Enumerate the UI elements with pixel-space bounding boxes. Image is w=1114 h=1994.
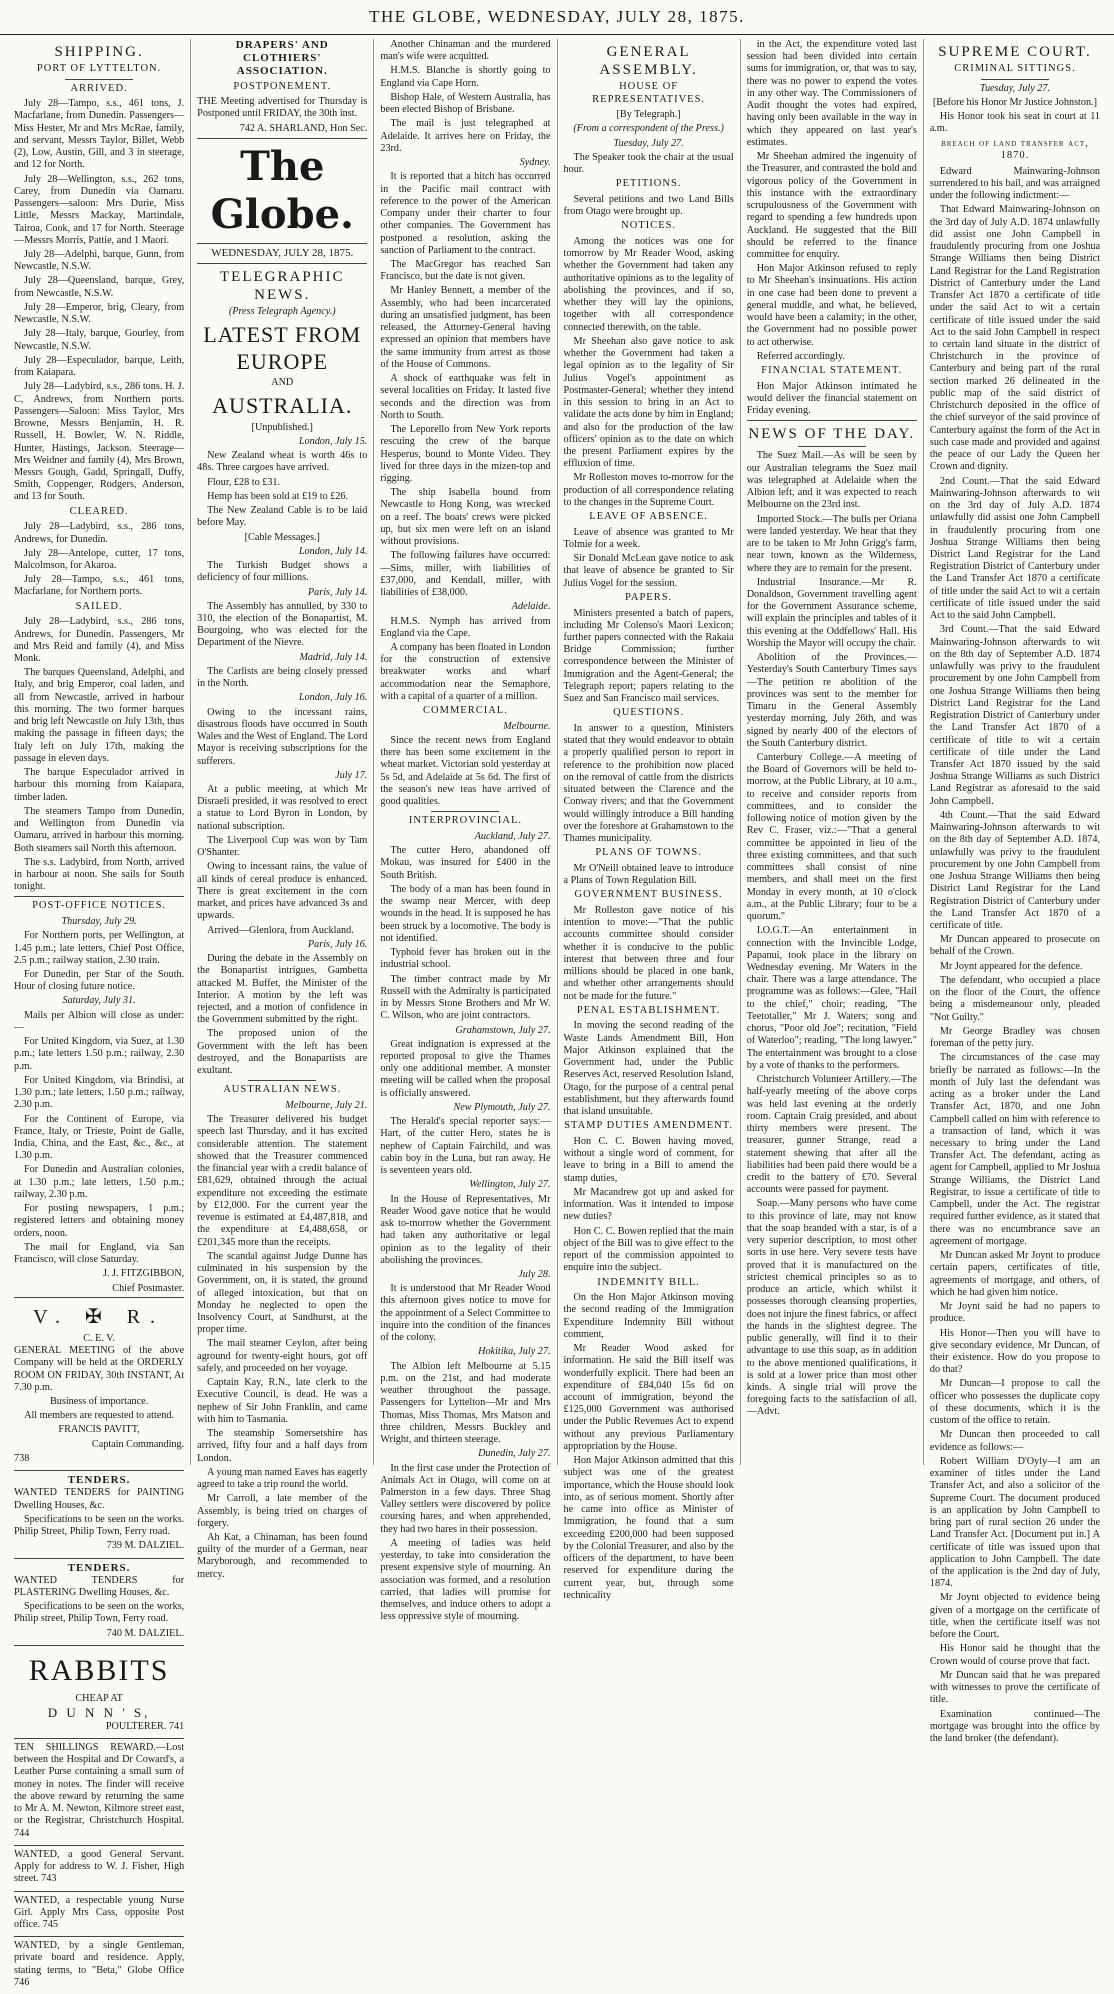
- court-date: Tuesday, July 27.: [979, 82, 1051, 94]
- court-para: Mr George Bradley was chosen foreman of the petty jury.: [929, 1025, 1101, 1050]
- news-para: The following failures have occurred:—Sims, miller, with liabilities of £37,000, and Kendall, miller, with liabilities of £38,000.: [380, 550, 551, 599]
- news-item: I.O.G.T.—An entertainment in connection with the Invincible Lodge, Papanui, took place in the library on Wednesday evening. Mr Waters in the chair. There was a large attendance. The programme was as follows:—Glee, "Hail to the chief," choir; reading, "The Teetotaller," Mr J. Waters; song and chorus, "Poor old Joe"; recitation, "Field of Waterloo"; reading, "The long lawyer." The entertainment was brought to a close by a vote of thanks to the performers.: [746, 925, 917, 1071]
- cleared-item: July 28—Antelope, cutter, 17 tons, Malcolmson, for Akaroa.: [14, 547, 185, 571]
- news-para: Hon Major Atkinson intimated he would deliver the financial statement on Friday evening.: [746, 380, 917, 417]
- indemnity-heading: INDEMNITY BILL.: [597, 1276, 700, 1288]
- news-para: Arrived—Glenlora, from Auckland.: [207, 924, 354, 936]
- australia-title: AUSTRALIA.: [212, 393, 353, 419]
- ad-number: 738: [14, 1452, 30, 1464]
- rabbits-ad: [14, 1645, 184, 1738]
- news-para: The ship Isabella bound from Newcastle to Hong Kong, was wrecked on a reef. The boats' crews were picked up, but six men were left on an island without provisions.: [380, 487, 551, 548]
- court-para: The defendant, who occupied a place on the floor of the Court, the offence being a misdemeanour only, pleaded "Not Guilty.": [929, 974, 1101, 1023]
- news-para: Bishop Hale, of Western Australia, has been elected Bishop of Brisbane.: [380, 91, 551, 116]
- news-item: Canterbury College.—A meeting of the Board of Governors will be held to-morrow, at the Public Library, at 10 a.m., to receive and consider reports from committees, and to consider the following notice of motion given by the Rev C. Fraser, viz.:—"That a general committee be appointed in lieu of the three existing committees, and that such committees shall consist of nine members, and shall meet on the first Monday in every month, at 10 o'clock a.m., at the Public Library; four to be a quorum.": [746, 752, 917, 923]
- cleared-item: July 28—Tampo, s.s., 461 tons, Macfarlane, for Northern ports.: [14, 574, 185, 598]
- wanted-text: WANTED, a good General Servant. Apply for address to W. J. Fisher, High street. 743: [14, 1848, 185, 1885]
- interprovincial-title: INTERPROVINCIAL.: [408, 815, 522, 827]
- post-notice: For Dunedin, per Star of the South. Hour of closing future notice.: [14, 968, 185, 993]
- meeting-signature-title: Captain Commanding.: [91, 1438, 185, 1450]
- divider: [197, 263, 367, 264]
- dateline: Wellington, July 27.: [469, 1179, 551, 1191]
- column-5: [741, 39, 924, 1465]
- court-para: The circumstances of the case may briefly be narrated as follows:—In the month of July last the defendant was acting as a broker under the Land Transfer Act, 1870, and one John Campbell called on him with reference to a transaction of land, which it was necessary to bring under the Land Transfer Act. The defendant, acting as agent for Campbell, applied to Mr Joshua Strange Williams, the District Land Registrar, to issue a certificate of title to Campbell, under the Act. The registrar required further evidence, as it stated that there was no encumbrance save an agreement of mortgage.: [929, 1052, 1101, 1247]
- news-para: Hon C. C. Bowen replied that the main object of the Bill was to give effect to the report of the commission appointed to enquire into the subject.: [563, 1225, 734, 1274]
- court-para: Mr Duncan asked Mr Joynt to produce certain papers, certificates of title, agreements of mortgage, and others, of which he had given him notice.: [929, 1250, 1101, 1298]
- stamp-heading: STAMP DUTIES AMENDMENT.: [564, 1120, 734, 1132]
- news-para: The body of a man has been found in the swamp near Mercer, with deep wounds in the head. It is supposed he has been struck by a locomotive. The body is not identified.: [380, 883, 551, 944]
- news-para: A company has been floated in London for the construction of extensive breakwater works and wharf accommodation near the Semaphore, with a capital of a quarter of a million.: [380, 642, 551, 702]
- news-para: in the Act, the expenditure voted last session had been divided into certain sums for immigration, or, that was to say, there was no power to expend the votes in any other way. The Commissioners of Audit thought the votes had expired, having only been available in the way in which they appeared on last year's estimates.: [746, 39, 917, 148]
- news-para: The Speaker took the chair at the usual hour.: [563, 151, 734, 176]
- meeting-text: GENERAL MEETING of the above Company will be held at the ORDERLY ROOM ON FRIDAY, 30th INSTANT, At 7.30 p.m.: [14, 1345, 185, 1393]
- reward-ad: [14, 1738, 184, 1845]
- dateline: Madrid, July 14.: [299, 651, 368, 663]
- press-agency: (Press Telegraph Agency.): [228, 306, 336, 318]
- news-para: The timber contract made by Mr Russell with the Admiralty is participated in by Messrs Stone Brothers and Mr W. C. Wilson, who are joint contractors.: [380, 973, 551, 1022]
- news-para: It is understood that Mr Reader Wood this afternoon gives notice to move for the appointment of a Select Committee to inquire into the condition of the finances of the colony.: [380, 1283, 551, 1344]
- divider: [14, 896, 184, 897]
- news-para: A meeting of ladies was held yesterday, to take into consideration the present expensive style of mourning. An association was formed, and a resolution carried, that ladies will promise for themselves, and induce others to adopt a less oppressive style of mourning.: [380, 1537, 551, 1623]
- column-4: [558, 39, 741, 1601]
- sailed-heading: SAILED.: [75, 600, 123, 612]
- dateline: July 17.: [335, 769, 368, 781]
- divider: [65, 79, 133, 80]
- divider: [431, 811, 499, 812]
- news-item: Soap.—Many persons who have come to this province of late, may not know that the soap branded with a star, is of a very superior description, to most other sorts in use here. Very severe tests have proved that it is manufactured on the strictest chemical principles so as to produce an article, which whilst it possesses thorough cleansing properties, does not injure the finest fabrics, or affect the hands in the slightest degree. The public generally, will find it to their advantage to use this soap, as in addition to the above mentioned qualifications, it is sold at a lower price than most other kinds. A single trial will prove the foregoing facts to the satisfaction of all.—Advt.: [746, 1198, 917, 1418]
- dateline: Melbourne, July 21.: [285, 1100, 368, 1111]
- post-date: Saturday, July 31.: [62, 995, 136, 1007]
- plans-heading: PLANS OF TOWNS.: [595, 847, 702, 859]
- court-para: That Edward Mainwaring-Johnson on the 3rd day of July A.D. 1874 unlawfully did assist one John Campbell in fraudulently procuring from one Joshua Strange Williams then being District Land Registrar for the Land Registration District of Canterbury under the Land Transfer Act 1870 a certificate of title under the said Act to wit a certain certificate of title issued under the said Act to the said John Campbell in respect to certain land situate in the district of Christchurch in the province of Canterbury and being part of the rural section marked 26 delineated in the public map of the said district of Christchurch deposited in the office of the chief surveyor of the said province of Canterbury against the form of the Act in such case made and provided and against the peace of our Lady the Queen her Crown and dignity.: [929, 204, 1101, 473]
- post-date: Thursday, July 29.: [61, 916, 137, 928]
- drapers-heading: DRAPERS' AND CLOTHIERS' ASSOCIATION.: [235, 39, 329, 78]
- news-para: Hon Major Atkinson admitted that this subject was one of the greatest importance, which the House should look into, as of serious moment. Shortly after he came into office as Minister of Immigration, he found that a sum exceeding £200,000 had been supposed by the Colonial Treasurer, and also by the officers of the department, to have been reserved for expenditure during the current year, but, through some technicality: [563, 1455, 734, 1601]
- news-para: In answer to a question, Ministers stated that they would endeavor to obtain a properly qualified person to report in reference to the prohibition now placed on the removal of cattle from the districts situated between the Clarence and the Conway rivers; and that the Government would willingly introduce a Bill handing over the foreshore at Grahamstown to the Thames municipality.: [563, 723, 734, 845]
- and-word: AND: [271, 377, 294, 389]
- column-6: [924, 39, 1106, 1745]
- news-para: H.M.S. Nymph has arrived from England via the Cape.: [380, 615, 551, 639]
- govt-business-heading: GOVERNMENT BUSINESS.: [574, 889, 723, 901]
- post-notice: Mails per Albion will close as under:—: [14, 1009, 185, 1033]
- rabbits-sub: CHEAP AT: [75, 1692, 123, 1704]
- post-notice: For United Kingdom, via Suez, at 1.30 p.m.; late letters 1.50 p.m.; railway, 2.30 p.m.: [14, 1036, 185, 1072]
- news-para: The MacGregor has reached San Francisco, but the date is not given.: [380, 258, 551, 283]
- arrival-item: July 28—Italy, barque, Gourley, from Newcastle, N.S.W.: [14, 328, 185, 352]
- news-para: The Carlists are being closely pressed in the North.: [197, 665, 368, 690]
- dateline: Paris, July 16.: [307, 938, 368, 950]
- news-of-the-day-title: NEWS OF THE DAY.: [748, 426, 916, 443]
- news-para: The Turkish Budget shows a deficiency of four millions.: [197, 560, 368, 584]
- postponement-heading: POSTPONEMENT.: [233, 80, 332, 92]
- news-para: Captain Kay, R.N., late clerk to the Executive Council, is dead. He was a nephew of Sir John Franklin, and came with him to Tasmania.: [197, 1377, 368, 1425]
- news-para: Mr Rolleston gave notice of his intention to move:—"That the public accounts committee should consider whether it is conducive to the public interest that between three and four millions should be placed in one bank, and whether other arrangements should not be made for the future.": [563, 905, 734, 1002]
- news-para: In the House of Representatives, Mr Reader Wood gave notice that he would ask to-morrow whether the Government had taken any authoritative or legal opinion as to the legality of their abolishing the provinces.: [380, 1193, 551, 1266]
- wanted-ad: [14, 1936, 184, 1994]
- shipping-note: The s.s. Ladybird, from North, arrived in harbour at noon. She sails for South tonight.: [14, 856, 185, 893]
- news-para: Several petitions and two Land Bills from Otago were brought up.: [563, 193, 734, 218]
- news-para: The mail is just telegraphed at Adelaide. It arrives here on Friday, the 23rd.: [380, 118, 551, 154]
- cleared-heading: CLEARED.: [69, 505, 129, 517]
- news-para: The steamship Somersetshire has arrived, fifty four and a half days from London.: [197, 1428, 368, 1464]
- financial-heading: FINANCIAL STATEMENT.: [761, 365, 903, 377]
- court-para: Mr Duncan appeared to prosecute on behalf of the Crown.: [929, 934, 1101, 958]
- tenders-ad: [14, 1470, 184, 1557]
- news-para: Hemp has been sold at £19 to £26.: [207, 490, 349, 502]
- news-para: On the Hon Major Atkinson moving the second reading of the Immigration Expenditure Indemnity Bill without comment,: [563, 1292, 734, 1340]
- court-para: Examination continued—The mortgage was brought into the office by the land broker (the defendant).: [929, 1708, 1101, 1745]
- news-para: The Treasurer delivered his budget speech last Thursday, and it has excited considerable attention. The statement showed that the Treasurer commenced the financial year with a credit balance of £81,629, obtained through the actual expenditure not exceeding the estimate by £12,000. For the current year the revenue is estimated at £4,487,818, and the expenditure at £4,488,658, or £201,345 more than the receipts.: [197, 1114, 368, 1248]
- court-para: His Honor took his seat in court at 11 a.m.: [929, 111, 1101, 135]
- tenders-signature: 740 M. DALZIEL.: [106, 1627, 185, 1639]
- petitions-heading: PETITIONS.: [615, 178, 682, 190]
- wanted-text: WANTED, a respectable young Nurse Girl. Apply Mrs Cass, opposite Post office. 745: [14, 1894, 185, 1930]
- tenders-spec: Specifications to be seen on the works. Philip Street, Philip Town, Ferry road.: [14, 1513, 185, 1538]
- sailed-item: July 28—Ladybird, s.s., 286 tons, Andrews, for Dunedin. Passengers, Mr and Mrs Reid and family (4), and Miss Monk.: [14, 616, 185, 664]
- volunteer-notice: [14, 1297, 184, 1470]
- divider: [798, 446, 866, 447]
- breach-heading: breach of land transfer act, 1870.: [941, 137, 1089, 162]
- dateline: Adelaide.: [511, 601, 551, 613]
- dunns-name: D U N N ' S,: [47, 1705, 151, 1721]
- news-para: H.M.S. Blanche is shortly going to England via Cape Horn.: [380, 65, 551, 89]
- shipping-note: The barque Especulador arrived in harbour this morning from Kaiapara, timber laden.: [14, 767, 185, 803]
- news-item: The Suez Mail.—As will be seen by our Australian telegrams the Suez mail was telegraphed at Adelaide when the Albion left, and it was expected to reach Melbourne on the 23rd inst.: [746, 450, 917, 511]
- court-para: 3rd Count.—That the said Edward Mainwaring-Johnson afterwards to wit on the 8th day of September A.D. 1874 unlawfully was privy to the fraudulent procurement by one John Campbell from one Joshua Strange Williams then being District Land Registrar for the Land Registration District of Canterbury under the Land Transfer Act 1870 of a certificate of title to wit a certain certificate of title under the Land Transfer Act 1870 issued by the said Joshua Strange Williams as such District Land Registrar as aforesaid to the said John Campbell.: [929, 624, 1101, 807]
- dateline: London, July 15.: [298, 435, 368, 447]
- dateline: Auckland, July 27.: [474, 831, 551, 843]
- reward-text: TEN SHILLINGS REWARD.—Lost between the Hospital and Dr Coward's, a Leather Purse containing a small sum of money in notes. The finder will receive the above reward by returning the same to Mr A. M. Newton, Kilmore street east, or the Registrar, Christchurch Hospital. 744: [14, 1741, 185, 1839]
- tenders-signature: 739 M. DALZIEL.: [106, 1540, 185, 1552]
- arrival-item: July 28—Tampo, s.s., 461 tons, J. Macfarlane, from Dunedin. Passengers—Miss Hester, Mr and Mrs McRae, family, and servant, Messrs Taylor, Billet, Webb (2), Low, Austin, Gill, and 3 in steerage, and 12 for North.: [14, 98, 185, 171]
- arrival-item: July 28—Ladybird, s.s., 286 tons. H. J. C, Andrews, from Northern ports. Passengers—Saloon: Miss Taylor, Mrs Browne, Messrs Benjamin, H. R. Russell, H. Bowler, W. N. Riddle, Hunter, Hastings, Jackson. Steerage—Mrs Weidner and family (4), Mrs Brown, Messrs Gough, Gadd, Springall, Duffy, Smith, Coppenger, Rodgers, Anderson, and 13 for South.: [14, 381, 185, 503]
- news-para: Referred accordingly.: [756, 350, 845, 362]
- poulterer: POULTERER. 741: [105, 1720, 185, 1732]
- court-para: Robert William D'Oyly—I am an examiner of titles under the Land Transfer Act, and also a solicitor of the Supreme Court. The document produced is an application by John Campbell to bring part of rural section 26 under the Land Transfer Act. [Document put in.] A certificate of title was issued upon that application to John Campbell. The date of the application is the 2nd day of July, 1874.: [929, 1455, 1101, 1590]
- shipping-note: The steamers Tampo from Dunedin, and Wellington from Dunedin via Oamaru, arrived in harbour this morning. Both steamers sail North this afternoon.: [14, 805, 185, 854]
- news-para: Mr Macandrew got up and asked for information. Was it intended to impose new duties?: [563, 1186, 734, 1223]
- telegraphic-news-title: TELEGRAPHIC NEWS.: [220, 269, 345, 304]
- news-para: A young man named Eaves has eagerly agreed to take a trip round the world.: [197, 1466, 368, 1491]
- emblem-sub: C. E. V.: [83, 1332, 115, 1344]
- dateline: New Plymouth, July 27.: [453, 1101, 551, 1113]
- news-para: The Leporello from New York reports rescuing the crew of the barque Hesperus, bound to Monte Video. They lived for three days in the mizen-top and rigging.: [380, 424, 551, 484]
- news-item: Christchurch Volunteer Artillery.—The half-yearly meeting of the above corps was held last evening at the orderly room. Captain Craig presided, and about thirty members were present. The treasurer, gunner Strange, read a statement shewing that after all the liabilities had been paid there would be a credit to the battery of £70. Several accounts were passed for payment.: [746, 1074, 917, 1196]
- tenders-text: WANTED TENDERS for PAINTING Dwelling Houses, &c.: [14, 1487, 185, 1511]
- latest-europe-title: LATEST FROM EUROPE: [203, 322, 362, 374]
- crown-emblem-icon: V. ✠ R.: [33, 1305, 166, 1328]
- news-para: Hon Major Atkinson refused to reply to Mr Sheehan's insinuations. His action in one case had been done to prevent a general muddle, and what, he believed, would have been a calamity; in the other, the Government had no possible power to act otherwise.: [746, 263, 917, 348]
- news-para: Another Chinaman and the murdered man's wife were acquitted.: [380, 39, 551, 63]
- notices-heading: NOTICES.: [621, 220, 677, 232]
- post-notice: For United Kingdom, via Brindisi, at 1.30 p.m.; late letters, 1.50 p.m.; railway, 2.30 p.m.: [14, 1074, 185, 1111]
- wanted-ad: [14, 1891, 184, 1937]
- court-para: Mr Joynt said he had no papers to produce.: [929, 1301, 1101, 1325]
- meeting-note: Business of importance.: [49, 1396, 149, 1407]
- dateline: July 28.: [518, 1268, 551, 1280]
- divider: [197, 138, 367, 139]
- arrival-item: July 28—Wellington, s.s., 262 tons, Carey, from Dunedin via Oamaru. Passengers—saloon: Mrs Durie, Miss Little, Messrs Mackay, Martindale, Tairoa, Cook, and 17 for North. Steerage—Messrs Morris, Pattie, and 1 Maori.: [14, 173, 185, 246]
- news-para: The mail steamer Ceylon, after being aground for twenty-eight hours, got off safely, and proceeded on her voyage.: [197, 1338, 368, 1374]
- news-para: The Herald's special reporter says:—Hart, of the cutter Hero, states he is nephew of Captain Fairchild, and was cabin boy in the Luna, but ran away. He is seventeen years old.: [380, 1116, 551, 1177]
- criminal-sittings-title: CRIMINAL SITTINGS.: [954, 63, 1076, 74]
- arrived-heading: ARRIVED.: [70, 82, 128, 94]
- news-item: Abolition of the Provinces.—Yesterday's South Canterbury Times says—The petition re abolition of the provinces was sent to the member for Timaru in the General Assembly yesterday morning, July 26th, and was signed by nearly 400 of the electors of the South Canterbury district.: [746, 652, 917, 749]
- postmaster-title: Chief Postmaster.: [112, 1282, 185, 1294]
- questions-heading: QUESTIONS.: [613, 707, 685, 719]
- news-para: Ah Kat, a Chinaman, has been found guilty of the murder of a German, near Maryborough, and recommended to mercy.: [197, 1531, 368, 1580]
- news-item: Imported Stock.—The bulls per Oriana were landed yesterday. We hear that they are to be taken to Mr John Grigg's farm, near town, known as the Wilderness, where they are to remain for the present.: [746, 513, 917, 574]
- dateline: Hokitika, July 27.: [478, 1346, 551, 1358]
- drapers-signature: 742 A. SHARLAND, Hon Sec.: [239, 122, 368, 134]
- news-para: Mr Carroll, a late member of the Assembly, is being tried on charges of forgery.: [197, 1493, 368, 1529]
- dateline: London, July 16.: [298, 692, 368, 704]
- arrival-item: July 28—Queensland, barque, Grey, from Newcastle, N.S.W.: [14, 275, 185, 299]
- drapers-text: THE Meeting advertised for Thursday is Postponed until FRIDAY, the 30th inst.: [197, 96, 368, 120]
- cable-tag: [Cable Messages.]: [244, 531, 320, 543]
- news-para: In moving the second reading of the Waste Lands Amendment Bill, Hon Major Atkinson explained that the Government had, under the Public Reserves Act, reserved Resolution Island, Otago, for the purpose of a central penal establishment, but they afterwards found that island unsuitable.: [563, 1020, 734, 1118]
- news-para: Mr Reader Wood asked for information. He said the Bill itself was wonderfully explicit. There had been an expenditure of £84,040 15s 6d on account of immigration, beyond the £125,000 Government was authorised under the Public Revenues Act to expend without any previous Parliamentary appropriation by the House.: [563, 1343, 734, 1452]
- shipping-note: The barques Queensland, Adelphi, and Italy, and brig Emperor, coal laden, and all from Newcastle, arrived in harbour this morning. The two former barques and brig left Newcastle on July 13th, thus making the passage in fifteen days; the Italy left on July 17th, making the passage in eleven days.: [14, 667, 185, 764]
- commercial-title: COMMERCIAL.: [423, 705, 508, 717]
- correspondent-note: (From a correspondent of the Press.): [573, 123, 724, 135]
- column-1: [8, 39, 191, 1988]
- court-para: His Honor—Then you will have to give secondary evidence, Mr Duncan, of their existence. How do you propose to do that?: [929, 1327, 1101, 1376]
- court-para: Mr Duncan then proceeded to call evidence as follows:—: [929, 1429, 1101, 1453]
- tenders-heading: TENDERS.: [67, 1561, 131, 1574]
- tenders-heading: TENDERS.: [67, 1474, 131, 1487]
- news-para: Since the recent news from England there has been some excitement in the wheat market. Victorian sold yesterday at 5s 5d, and Adelaide at 5s 6d. The first of the season's new teas have arrived of good qualities.: [380, 735, 551, 808]
- news-para: The cutter Hero, abandoned off Mokau, was insured for £400 in the South British.: [380, 845, 551, 881]
- penal-heading: PENAL ESTABLISHMENT.: [576, 1004, 721, 1016]
- news-para: The New Zealand Cable is to be laid before May.: [197, 505, 368, 529]
- news-para: Mr Sheehan admired the ingenuity of the Treasurer, and contrasted the bold and vigorous policy of the Government in this instance with the extraordinary scrupulousness of the Government with regard to spending a few hundreds upon Auckland. He suggested that the Bill should be referred to the finance committee for enquiry.: [746, 151, 917, 260]
- divider: [747, 420, 917, 421]
- post-notice: For the Continent of Europe, via France, Italy, or Trieste, Point de Galle, India, China, and the East, &c., &c., at 1.30 p.m.: [14, 1113, 185, 1162]
- shipping-title: SHIPPING.: [54, 44, 144, 60]
- news-para: Mr Hanley Bennett, a member of the Assembly, who had been incarcerated during an unsatisfied judgment, has been released, the Attorney-General having expressed an opinion that members have the same immunity from arrest as those of the House of Commons.: [380, 285, 551, 370]
- court-para: Edward Mainwaring-Johnson surrendered to his bail, and was arraigned under the following indictment:—: [929, 165, 1101, 202]
- rabbits-heading: RABBITS: [28, 1653, 170, 1687]
- wanted-text: WANTED, by a single Gentleman, private board and residence. Apply, stating terms, to "Beta," Globe Office 746: [14, 1940, 185, 1988]
- news-para: The Liverpool Cup was won by Tam O'Shanter.: [197, 834, 368, 859]
- australian-news-title: AUSTRALIAN NEWS.: [223, 1084, 342, 1096]
- meeting-signature: FRANCIS PAVITT,: [58, 1424, 140, 1436]
- news-para: The Albion left Melbourne at 5.15 p.m. on the 21st, and had moderate weather throughout the passage. Passengers for Lyttelton—Mr and Mrs Thomas, Miss Thomas, Mrs Matson and three children, Messrs Buckley and Wright, and thirteen steerage.: [380, 1360, 551, 1446]
- court-para: Mr Joynt appeared for the defence.: [939, 960, 1083, 972]
- divider: [197, 243, 367, 244]
- column-2: [191, 39, 374, 1580]
- court-para: Mr Joynt objected to evidence being given of a mortgage on the certificate of title, when the certificate itself was not before the Court.: [929, 1592, 1101, 1641]
- news-para: During the debate in the Assembly on the Bonapartist intrigues, Gambetta attacked M. Buffet, the Minister of the Interior. A motion by the left was rejected, and a motion of confidence in the Government submitted by the right.: [197, 953, 368, 1026]
- post-notice: The mail for England, via San Francisco, will close Saturday.: [14, 1241, 185, 1266]
- news-para: Ministers presented a batch of papers, including Mr Colenso's Maori Lexicon; further papers connected with the Rakaia Bridge Commission; further correspondence between the Minister of Immigration and the Agent-General; the Telegraph report; papers relating to the Suez and San Francisco mail services.: [563, 607, 734, 705]
- news-para: The scandal against Judge Dunne has culminated in his suspension by the Government, on, it is stated, the ground of alleged intoxication, but that on Monday he neglected to open the Insolvency Court, at Sandhurst, at the proper time.: [197, 1250, 368, 1336]
- by-telegraph: [By Telegraph.]: [616, 109, 681, 121]
- dateline: Dunedin, July 27.: [478, 1448, 551, 1460]
- dateline: Sydney.: [519, 157, 551, 169]
- news-para: At a public meeting, at which Mr Disraeli presided, it was resolved to erect a statue to Lord Byron in London, by national subscription.: [197, 784, 368, 832]
- issue-date: WEDNESDAY, JULY 28, 1875.: [211, 246, 354, 259]
- court-para: 4th Count.—That the said Edward Mainwaring-Johnson afterwards to wit on the 8th day of September A.D. 1874, unlawfully was privy to the fraudulent procurement by one John Campbell from one Joshua Strange Williams then being District Land Registrar for the Land Registration District of Canterbury under the Land Transfer Act 1870 of a certificate of title.: [929, 809, 1101, 932]
- divider: [248, 1080, 316, 1081]
- tenders-ad: [14, 1558, 184, 1645]
- news-item: Industrial Insurance.—Mr R. Donaldson, Government travelling agent for the Government Assurance scheme, will explain the principles and tables of it this evening at the Oddfellows' Hall. His Worship the Mayor will occupy the chair.: [746, 576, 917, 649]
- dateline: Paris, July 14.: [307, 586, 368, 598]
- news-para: In the first case under the Protection of Animals Act in Otago, will come on at Palmerston in a few days. Three Shag Valley settlers were discovered by police coursing hares, and when apprehended, they had two hares in their possession.: [380, 1462, 551, 1535]
- papers-heading: PAPERS.: [625, 591, 673, 603]
- post-notice: For Northern ports, per Wellington, at 1.45 p.m.; late letters, Chief Post Office, 2.5 p.m.; railway station, 2.30 train.: [14, 930, 185, 966]
- arrival-item: July 28—Especulador, barque, Leith, from Kaiapara.: [14, 354, 185, 379]
- news-para: Sir Donald McLean gave notice to ask that leave of absence be granted to Sir Julius Vogel for the session.: [563, 553, 734, 589]
- court-before: [Before his Honor Mr Justice Johnston.]: [932, 96, 1097, 108]
- post-office-title: POST-OFFICE NOTICES.: [32, 900, 167, 912]
- leave-heading: LEAVE OF ABSENCE.: [589, 511, 708, 523]
- sitting-date: Tuesday, July 27.: [613, 137, 684, 149]
- globe-logo: The Globe.: [210, 142, 354, 238]
- cleared-item: July 28—Ladybird, s.s., 286 tons, Andrews, for Dunedin.: [14, 521, 185, 545]
- unpublished-tag: [Unpublished.]: [251, 421, 313, 433]
- news-para: Great indignation is expressed at the reported proposal to give the Thames only one additional member. A monster meeting will be called when the proposal is officially answered.: [380, 1038, 551, 1099]
- news-para: Hon C. C. Bowen having moved, without a single word of comment, for leave to bring in a Bill to amend the stamp duties,: [563, 1135, 734, 1184]
- news-para: Mr Rolleston moves to-morrow for the production of all correspondence relating to the changes in the Supreme Court.: [563, 472, 734, 508]
- port-title: PORT OF LYTTELTON.: [36, 63, 162, 74]
- wanted-ad: [14, 1845, 184, 1891]
- news-para: Among the notices was one for tomorrow by Mr Reader Wood, asking whether the Government had taken any authoritative opinions as to the legality of abolishing the provinces, and if so, whether they will lay the opinions, together with all correspondence connected therewith, on the table.: [563, 236, 734, 333]
- court-para: His Honor said he thought that the Crown would of course prove that fact.: [929, 1643, 1101, 1667]
- arrival-item: July 28—Adelphi, barque, Gunn, from Newcastle, N.S.W.: [14, 249, 185, 273]
- news-para: New Zealand wheat is worth 46s to 48s. Three cargoes have arrived.: [197, 450, 368, 474]
- page-columns: [0, 35, 1114, 1988]
- post-notice: For posting newspapers, 1 p.m.; registered letters and obtaining money orders, noon.: [14, 1203, 185, 1239]
- news-para: Mr O'Neill obtained leave to introduce a Plans of Town Regulation Bill.: [563, 862, 734, 887]
- news-para: Owing to the incessant rains, disastrous floods have occurred in South Wales and the West of England. The Lord Mayor is receiving subscriptions for the sufferers.: [197, 706, 368, 767]
- masthead-title: THE GLOBE, WEDNESDAY, JULY 28, 1875.: [369, 6, 745, 26]
- court-para: Mr Duncan said that he was prepared with witnesses to prove the certificate of title.: [929, 1669, 1101, 1706]
- arrival-item: July 28—Emperor, brig, Cleary, from Newcastle, N.S.W.: [14, 301, 185, 326]
- masthead: [0, 0, 1114, 35]
- dateline: Melbourne.: [503, 720, 551, 732]
- news-para: Flour, £28 to £31.: [207, 476, 281, 488]
- tenders-text: WANTED TENDERS for PLASTERING Dwelling Houses, &c.: [14, 1574, 185, 1598]
- divider: [981, 79, 1049, 80]
- news-para: Leave of absence was granted to Mr Tolmie for a week.: [563, 526, 734, 550]
- tenders-spec: Specifications to be seen on the works, Philip street, Philip Town, Ferry road.: [14, 1601, 185, 1625]
- dateline: Grahamstown, July 27.: [455, 1024, 551, 1036]
- column-3: [374, 39, 557, 1623]
- post-notice: For Dunedin and Australian colonies, at 1.30 p.m.; late letters, 1.50 p.m.; railway, 2.30 p.m.: [14, 1164, 185, 1200]
- news-para: A shock of earthquake was felt in several localities on Friday. It lasted five seconds and the direction was from North to South.: [380, 373, 551, 421]
- general-assembly-title: GENERAL ASSEMBLY.: [599, 44, 698, 78]
- news-para: It is reported that a hitch has occurred in the Pacific mail contract with reference to the power of the American Company under their charter to four other companies. The Government has postponed a resolution, asking the sanction of Parliament to the contract.: [380, 171, 551, 256]
- court-para: Mr Duncan—I propose to call the officer who possesses the duplicate copy of these documents, which it is the custom of the office to retain.: [929, 1378, 1101, 1427]
- news-para: Typhoid fever has broken out in the industrial school.: [380, 947, 551, 971]
- postmaster-name: J. J. FITZGIBBON,: [102, 1268, 185, 1280]
- meeting-note: All members are requested to attend.: [24, 1410, 175, 1422]
- court-para: 2nd Count.—That the said Edward Mainwaring-Johnson afterwards to wit on the 3rd day of July A.D. 1874 unlawfully did assist one John Campbell in fraudulently procuring from one Joshua Strange Williams then being District Land Registrar for the Land Registration District of Canterbury under the Land Transfer Act 1870 a certificate of title under the said Act to wit a certain certificate of title issued under the said Act to the said John Campbell.: [929, 475, 1101, 622]
- news-para: The Assembly has annulled, by 330 to 310, the election of the Bonapartist, M. Bourgoing, who was elected for the Department of the Nievre.: [197, 600, 368, 649]
- supreme-court-title: SUPREME COURT.: [938, 44, 1092, 60]
- news-para: Mr Sheehan also gave notice to ask whether the Government had taken a legal opinion as to the legality of Sir Julius Vogel's appointment as Postmaster-General; whether they intend in this session to bring in an Act to validate the acts done by him in England; and also for the production of the law officers' opinion as to the date on which the present Parliament expires by the effluxion of time.: [563, 335, 734, 470]
- house-title: HOUSE OF REPRESENTATIVES.: [592, 81, 706, 105]
- news-para: Owing to incessant rains, the value of all kinds of cereal produce is enhanced. There is great excitement in the corn market, and prices have advanced 3s and upwards.: [197, 861, 368, 922]
- news-para: The proposed union of the Government with the left has been destroyed, and the Bonapartists are exultant.: [197, 1028, 368, 1077]
- dateline: London, July 14.: [298, 545, 368, 557]
